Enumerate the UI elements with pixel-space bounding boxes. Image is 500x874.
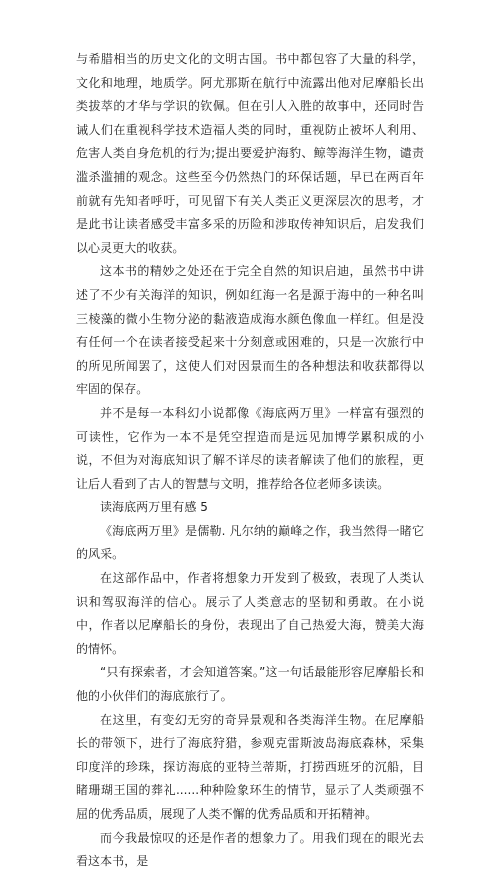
paragraph-6: “只有探索者，才会知道答案。”这一句话最能形容尼摩船长和他的小伙伴们的海底旅行了。	[76, 665, 424, 704]
paragraph-4: 《海底两万里》是儒勒. 凡尔纳的巅峰之作，我当然得一睹它的风采。	[76, 523, 424, 562]
paragraph-7: 在这里，有变幻无穷的奇异景观和各类海洋生物。在尼摩船长的带领下，进行了海底狩猎，参观克雷斯波岛海底森林，采集印度洋的珍珠，探访海底的亚特兰蒂斯，打捞西班牙的沉船，目睹珊瑚王国的葬礼......种种险象环生的情节，显示了人类顽强不屈的优秀品质，展现了人类不懈的优秀品质和开拓精神。	[76, 712, 424, 821]
paragraph-1: 与希腊相当的历史文化的文明古国。书中都包容了大量的科学，文化和地理，地质学。阿尤那斯在航行中流露出他对尼摩船长出类拔萃的才华与学识的钦佩。但在引人入胜的故事中，还同时告诫人们在重视科学技术造福人类的同时，重视防止被坏人利用、危害人类自身危机的行为;提出要爱护海豹、鲸等海洋生物，谴责滥杀滥捕的观念。这些至今仍然热门的环保话题，早已在两百年前就有先知者呼吁，可见留下有关人类正义更深层次的思考，才是此书让读者感受丰富多采的历险和涉取传神知识后，启发我们以心灵更大的收获。	[76, 52, 424, 255]
section-heading: 读海底两万里有感 5	[100, 500, 208, 515]
paragraph-2: 这本书的精妙之处还在于完全自然的知识启迪，虽然书中讲述了不少有关海洋的知识，例如红海一名是源于海中的一种名叫三棱藻的微小生物分泌的黏液造成海水颜色像血一样红。但是没有任何一个在读者接受起来十分刻意或困难的，只是一次旅行中的所见所闻罢了，这使人们对因景而生的各种想法和收获都得以牢固的保存。	[76, 264, 424, 397]
document-body	[76, 48, 424, 874]
paragraph-5: 在这部作品中，作者将想象力开发到了极致，表现了人类认识和驾驭海洋的信心。展示了人类意志的坚韧和勇敢。在小说中，作者以尼摩船长的身份，表现出了自己热爱大海，赞美大海的情怀。	[76, 571, 424, 656]
paragraph-3: 并不是每一本科幻小说都像《海底两万里》一样富有强烈的可读性，它作为一本不是凭空捏造而是远见加博学累积成的小说，不但为对海底知识了解不详尽的读者解读了他们的旅程，更让后人看到了古人的智慧与文明，推荐给各位老师多读读。	[76, 405, 424, 491]
paragraph-8: 而今我最惊叹的还是作者的想象力了。用我们现在的眼光去看这本书，是	[76, 830, 424, 869]
